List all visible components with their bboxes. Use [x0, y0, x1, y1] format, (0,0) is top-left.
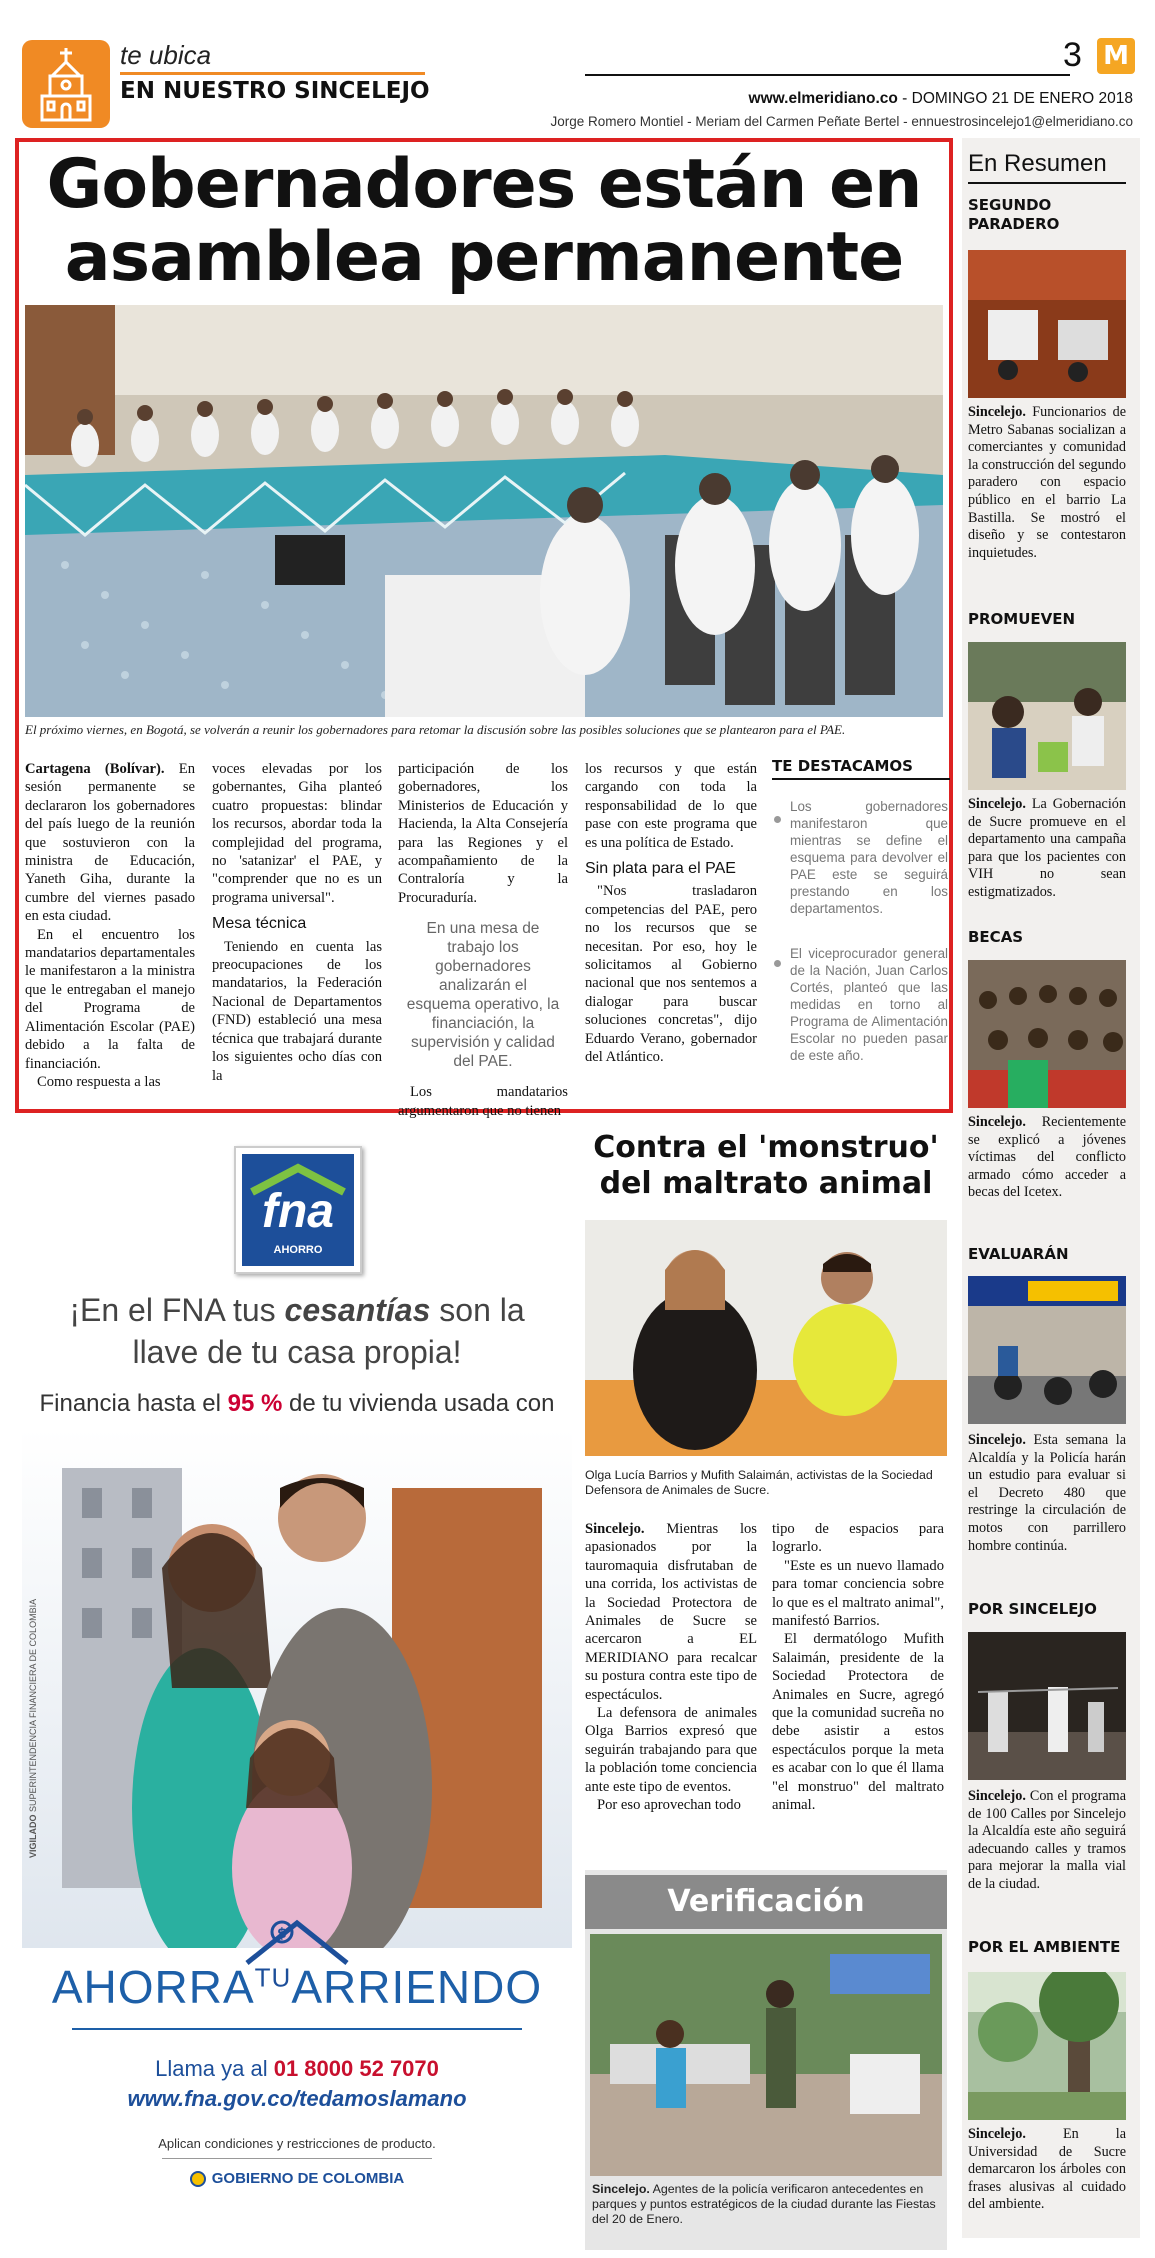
section-rule [120, 72, 425, 75]
paragraph: voces elevadas por los gobernantes, Giha planteó cuatro propuestas: blindar los recursos, abordar toda la complejidad del programa, no 'satanizar' el PAE, y "comprender que no es un programa universal". [212, 761, 382, 906]
paragraph: "Nos trasladaron competencias del PAE, pero no los recursos que se necesitan. Por eso, hoy le solicitamos al Gobierno nacional que nos sentemos a dialogar para buscar soluciones concretas", dijo Eduardo Verano, gobernador del Atlántico. [585, 883, 757, 1066]
sidebar-photo [968, 960, 1126, 1108]
dateline-lead: Cartagena (Bolívar). [25, 761, 165, 777]
sidebar-item-text: Sincelejo. Recientemente se explicó a jóvenes víctimas del conflicto armado cómo acceder a becas del Icetex. [968, 1114, 1126, 1201]
paragraph: En el encuentro los mandatarios departamentales le manifestaron a la ministra que le entregaban el manejo del Programa de Alimentación Escolar (PAE) debido a la falta de financiación. [25, 926, 195, 1072]
campaign-rule [72, 2028, 522, 2030]
sidebar-item-head: POR SINCELEJO [968, 1600, 1097, 1618]
gov-logo: GOBIERNO DE COLOMBIA [22, 2170, 572, 2187]
sidebar-item-text: Sincelejo. Esta semana la Alcaldía y la Policía harán un estudio para evaluar si el Decreto 480 que restringe la circulación de motos con parrillero hombre continúa. [968, 1432, 1126, 1554]
highlights-title: TE DESTACAMOS [772, 757, 950, 780]
ad-headline-1: ¡En el FNA tus cesantías son la [69, 1292, 525, 1328]
verification-caption: Sincelejo. Agentes de la policía verificaron antecedentes en parques y puntos estratégicos de la ciudad durante las Fiestas del 20 de Enero. [592, 2182, 936, 2226]
sidebar-title: En Resumen [968, 150, 1107, 177]
story2-photo [585, 1220, 947, 1456]
sidebar-photo [968, 642, 1126, 790]
svg-text:$: $ [277, 1926, 287, 1942]
top-rule [585, 74, 1070, 76]
paragraph: La defensora de animales Olga Barrios expresó que seguirán trabajando para que la población tome conciencia ante este tipo de eventos. [585, 1705, 757, 1795]
main-photo [25, 305, 943, 717]
headline-line-1: Contra el 'monstruo' [593, 1130, 939, 1165]
campaign-title: $AHORRA^{TU}ARRIENDO$ [51, 1961, 543, 2013]
story2-photo-caption: Olga Lucía Barrios y Mufith Salaimán, activistas de la Sociedad Defensora de Animales de Sucre. [585, 1468, 933, 1497]
paragraph: tipo de espacios para lograrlo. [772, 1521, 944, 1556]
section-kicker: te ubica [120, 40, 212, 70]
headline-line-2: asamblea permanente [64, 218, 904, 297]
paragraph: Los mandatarios argumentaron que no tienen [398, 1084, 568, 1119]
article-column-3 [398, 760, 568, 1120]
highlight-item: El viceprocurador general de la Nación, Juan Carlos Cortés, planteó que las medidas en torno al Programa de Alimentación Escolar no pueden pasar de este año. [790, 946, 948, 1063]
story2-column-1 [585, 1520, 757, 1815]
date: DOMINGO 21 DE ENERO 2018 [911, 90, 1133, 107]
sidebar-item-text: Sincelejo. En la Universidad de Sucre demarcaron los árboles con frases alusivas al cuidado del ambiente. [968, 2126, 1126, 2213]
fna-advertisement[interactable] [22, 1128, 572, 2250]
story2-headline [585, 1130, 947, 1202]
sidebar-photo [968, 1972, 1126, 2120]
page-number: 3 [1063, 36, 1082, 74]
verification-photo [590, 1934, 942, 2176]
paragraph: Mientras los apasionados por la tauromaquia disfrutaban de una corrida, los activistas de la Sociedad Protectora de Animales de Sucre se acercaron a EL MERIDIANO para recalcar su postura contra este tipo de espectáculos. [585, 1521, 757, 1703]
ad-subline: Financia hasta el 95 % de tu vivienda usada con [39, 1390, 555, 1417]
sidebar-item-text: Sincelejo. Funcionarios de Metro Sabanas socializan a comerciantes y comunidad la construcción del segundo paradero con espacio público en el barrio La Bastilla. Se mostró el diseño y se contestaron inquietudes. [968, 404, 1126, 561]
paragraph: participación de los gobernadores, los Ministerios de Educación y Hacienda, la Alta Consejería para las Regiones y el acompañamiento de la Contraloría y la Procuraduría. [398, 761, 568, 906]
fna-logo: fna AHORRO [234, 1146, 362, 1274]
church-icon [22, 40, 110, 128]
paragraph: El dermatólogo Mufith Salaimán, presidente de la Sociedad Protectora de Animales en Sucre, agregó que la comunidad sucreña no debe asistir a estos espectáculos porque la meta es acabar con lo que él llama "el monstruo" del maltrato animal. [772, 1631, 944, 1814]
website-link[interactable]: www.elmeridiano.co [748, 90, 898, 107]
story2-column-2 [772, 1520, 944, 1815]
seal-icon [190, 2171, 206, 2187]
paragraph: Por eso aprovechan todo [597, 1797, 741, 1814]
dateline-lead: Sincelejo. [585, 1521, 645, 1537]
subhead: Mesa técnica [212, 915, 307, 933]
sidebar-photo [968, 1632, 1126, 1780]
bullet-icon [774, 960, 781, 967]
ad-headline-2: llave de tu casa propia! [132, 1334, 462, 1370]
sidebar-photo [968, 1276, 1126, 1424]
article-column-4 [585, 760, 757, 1067]
house-dollar-icon [232, 1908, 362, 1968]
ad-website-link[interactable]: www.fna.gov.co/tedamoslamano [127, 2086, 467, 2111]
sidebar-item-head: EVALUARÁN [968, 1245, 1069, 1263]
sidebar-item-head: PROMUEVEN [968, 610, 1076, 628]
newspaper-logo: M [1097, 38, 1135, 74]
sidebar-item-head: SEGUNDO PARADERO [968, 196, 1060, 233]
ad-phone[interactable]: Llama ya al 01 8000 52 7070 [155, 2056, 439, 2081]
sidebar-item-head: POR EL AMBIENTE [968, 1938, 1121, 1956]
main-headline [24, 145, 944, 297]
headline-line-2: del maltrato animal [599, 1166, 933, 1201]
dateline: www.elmeridiano.co - DOMINGO 21 DE ENERO 2018 [748, 90, 1133, 107]
staff-credits: Jorge Romero Montiel - Meriam del Carmen Peñate Bertel - ennuestrosincelejo1@elmeridiano.co [550, 114, 1133, 129]
article-column-1 [25, 760, 195, 1091]
sidebar-item-text: Sincelejo. La Gobernación de Sucre promueve en el departamento una campaña para que los pacientes con VIH no sean estigmatizados. [968, 796, 1126, 900]
sidebar-photo [968, 250, 1126, 398]
highlight-item: Los gobernadores manifestaron que mientras se define el esquema para devolver el PAE este se seguirá prestando en los departamentos. [790, 799, 948, 916]
headline-line-1: Gobernadores están en [46, 145, 922, 224]
vigilado-stamp: VIGILADO SUPERINTENDENCIA FINANCIERA DE COLOMBIA [28, 1598, 38, 1858]
paragraph: Como respuesta a las [37, 1073, 161, 1090]
verification-title: Verificación [585, 1875, 947, 1929]
section-title: EN NUESTRO SINCELEJO [120, 78, 430, 104]
ad-terms: Aplican condiciones y restricciones de producto. [158, 2136, 436, 2151]
article-column-2 [212, 760, 382, 1085]
sidebar-item-text: Sincelejo. Con el programa de 100 Calles por Sincelejo la Alcaldía este año seguirá adecuando calles y tramos para mejorar la malla vial de la ciudad. [968, 1788, 1126, 1892]
ad-rule [162, 2158, 432, 2159]
paragraph: Teniendo en cuenta las preocupaciones de los mandatarios, la Federación Nacional de Departamentos (FND) estableció una mesa técnica que trabajará durante los siguientes ocho días con la [212, 938, 382, 1084]
sidebar-rule [968, 182, 1126, 184]
ad-family-photo [22, 1428, 572, 1948]
subhead: Sin plata para el PAE [585, 860, 736, 878]
paragraph: En sesión permanente se declararon los gobernadores del país luego de la reunión que sostuvieron con la ministra de Educación, Yaneth Giha, durante la cumbre del viernes pasado en esta ciudad. [25, 761, 195, 925]
pull-quote: En una mesa de trabajo los gobernadores analizarán el esquema operativo, la financiación, la supervisión y calidad del PAE. [406, 920, 560, 1071]
sidebar-item-head: BECAS [968, 928, 1024, 946]
bullet-icon [774, 816, 781, 823]
paragraph: los recursos y que están cargando con toda la responsabilidad de lo que pase con este programa que es una política de Estado. [585, 761, 757, 851]
paragraph: "Este es un nuevo llamado para tomar conciencia sobre lo que es el maltrato animal", manifestó Barrios. [772, 1557, 944, 1630]
main-photo-caption: El próximo viernes, en Bogotá, se volverán a reunir los gobernadores para retomar la discusión sobre las posibles soluciones que se plantearon para el PAE. [25, 722, 846, 737]
section-logo [22, 40, 110, 128]
